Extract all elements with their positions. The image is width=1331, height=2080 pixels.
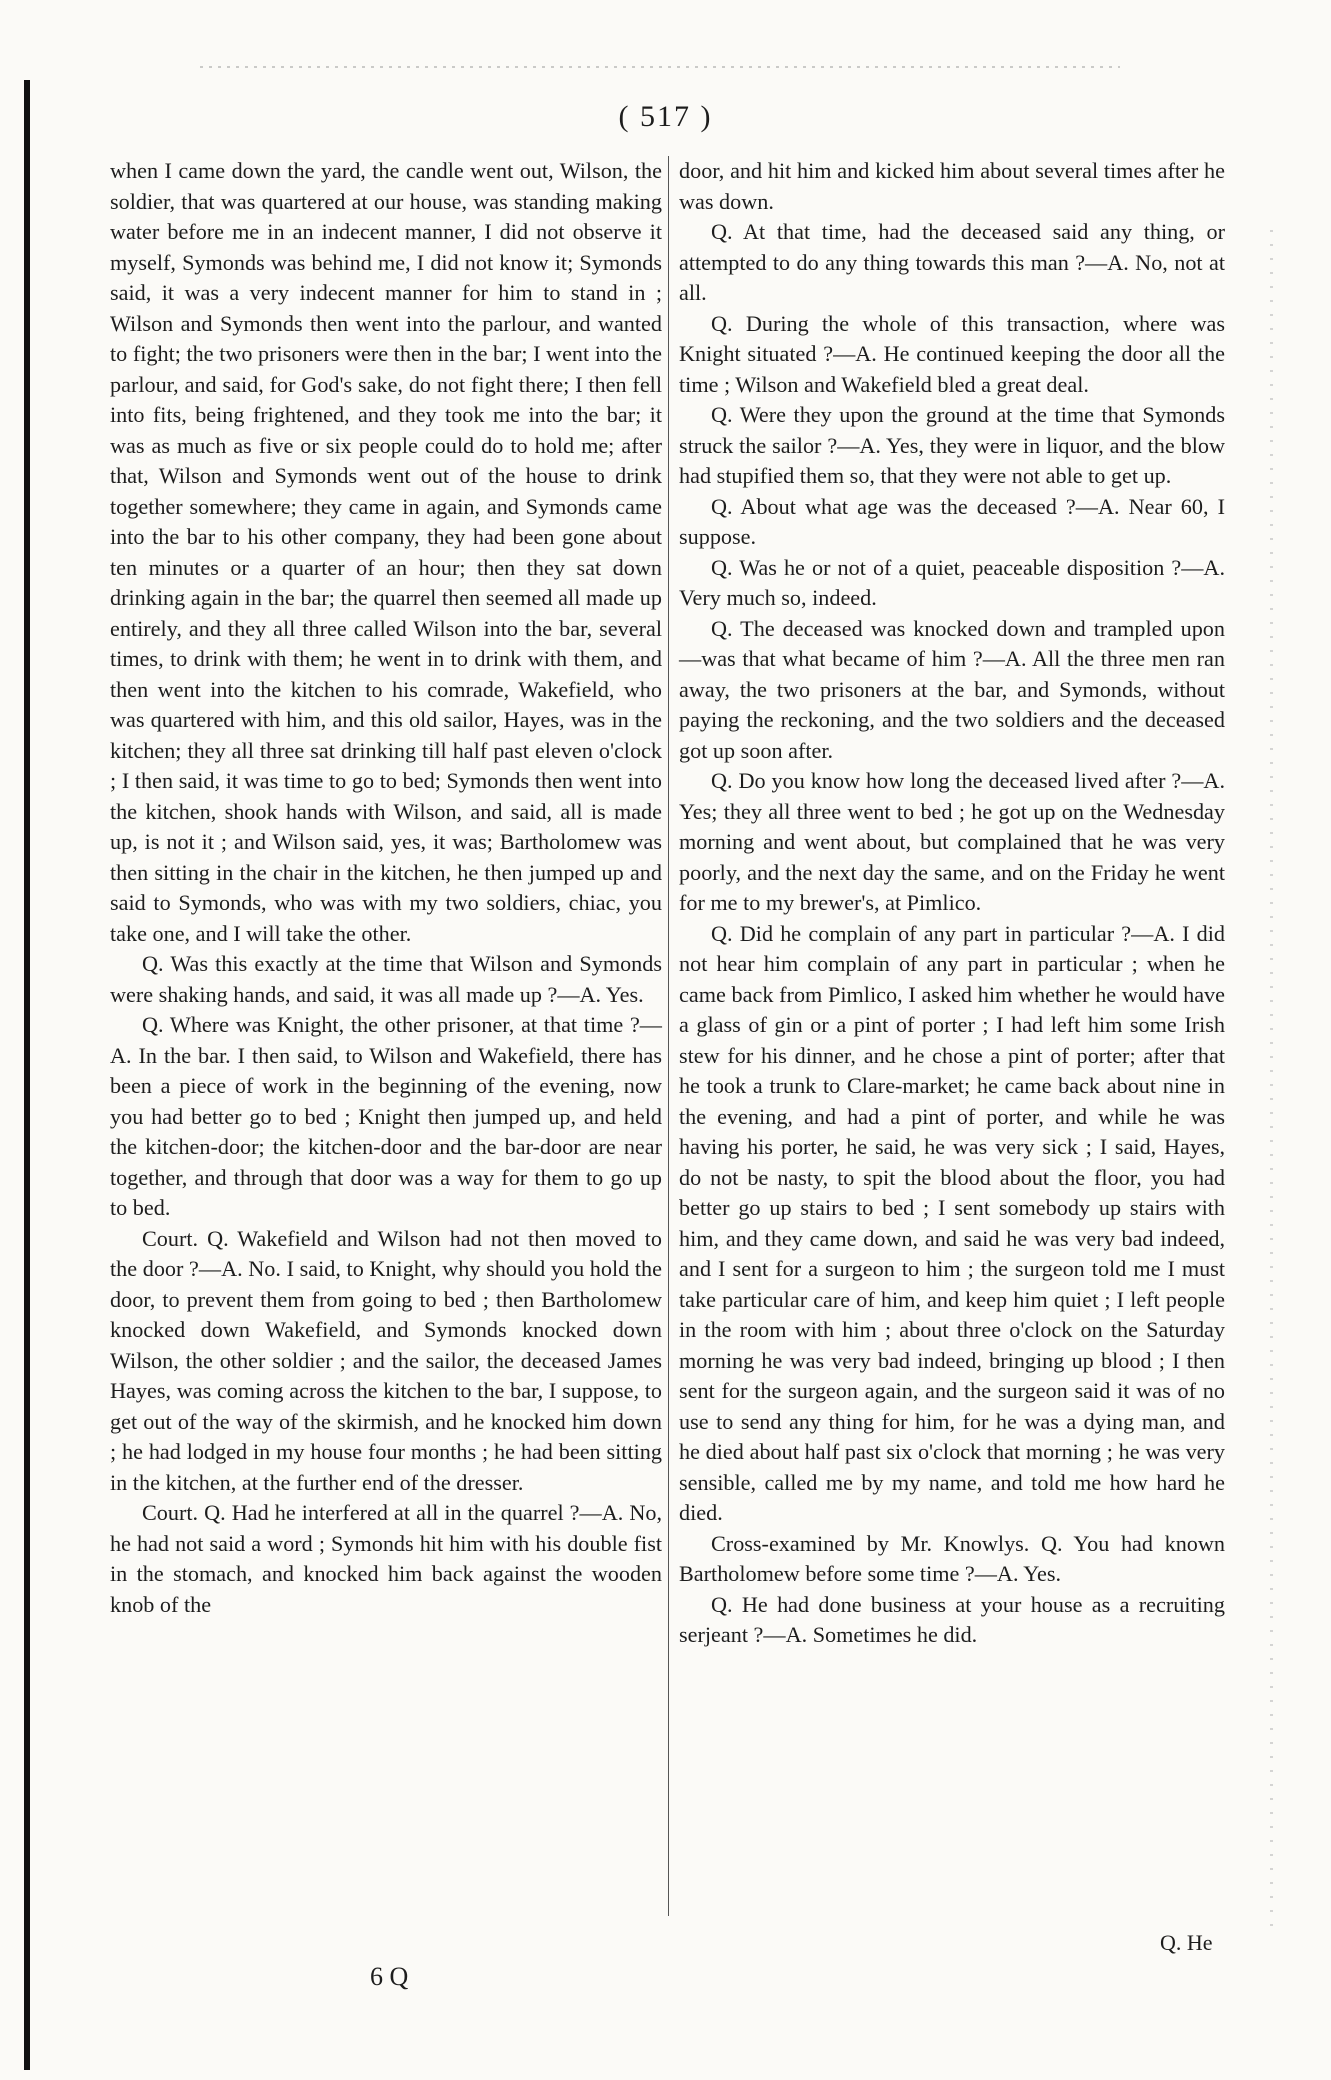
paragraph: when I came down the yard, the candle went out, Wilson, the soldier, that was quartered at our house, was standing making water before me in an indecent manner, I did not observe it myself, Symonds was behind me, I did not know it; Symonds said, it was a very indecent manner for him to stand in ; Wilson and Symonds then went into the parlour, and wanted to fight; the two prisoners were then in the bar; I went into the parlour, and said, for God's sake, do not fight there; I then fell into fits, being frightened, and they took me into the bar; it was as much as five or six people could do to hold me; after that, Wilson and Symonds went out of the house to drink together somewhere; they came in again, and Symonds came into the bar to his other company, they had been gone about ten minutes or a quarter of an hour; then they sat down drinking again in the bar; the quarrel then seemed all made up entirely, and they all three called Wilson into the bar, several times, to drink with them; he went in to drink with them, and then went into the kitchen to his comrade, Wakefield, who was quartered with him, and this old sailor, Hayes, was in the kitchen; they all three sat drinking till half past eleven o'clock ; I then said, it was time to go to bed; Symonds then went into the kitchen, shook hands with Wilson, and said, all is made up, is not it ; and Wilson said, yes, it was; Bartholomew was then sitting in the chair in the kitchen, he then jumped up and said to Symonds, who was with my two soldiers, chiac, you take one, and I will take the other. — [110, 158, 662, 946]
margin-binding-rule — [24, 80, 30, 2070]
paragraph: Court. Q. Wakefield and Wilson had not then moved to the door ?—A. No. I said, to Knight, why should you hold the door, to prevent them from going to bed ; then Bartholomew knocked down Wakefield, and Symonds knocked down Wilson, the other soldier ; and the sailor, the deceased James Hayes, was coming across the kitchen to the bar, I suppose, to get out of the way of the skirmish, and he knocked him down ; he had lodged in my house four months ; he had been sitting in the kitchen, at the further end of the dresser. — [110, 1225, 662, 1495]
signature-mark: 6 Q — [370, 1962, 409, 1991]
paragraph: Q. Was this exactly at the time that Wilson and Symonds were shaking hands, and said, it was all made up ?—A. Yes. — [110, 951, 662, 1007]
paragraph: Q. Did he complain of any part in particular ?—A. I did not hear him complain of any part in particular ; when he came back from Pimlico, I asked him whether he would have a glass of gin or a pint of porter ; I had left him some Irish stew for his dinner, and he chose a pint of porter; after that he took a trunk to Clare-market; he came back about nine in the evening, and had a pint of porter, and while he was having his porter, he said, he was very sick ; I said, Hayes, do not be nasty, to spit the blood about the floor, you had better go up stairs to bed ; I sent somebody up stairs with him, and they came down, and said he was very bad indeed, and I sent for a surgeon to him ; the surgeon told me I must take particular care of him, and keep him quiet ; I left people in the room with him ; about three o'clock on the Saturday morning he was very bad indeed, bringing up blood ; I then sent for the surgeon again, and the surgeon said it was of no use to send any thing for him, for he was a dying man, and he died about half past six o'clock that morning ; he was very sensible, called me by my name, and told me how hard he died. — [679, 920, 1225, 1525]
page-number: ( 517 ) — [618, 100, 713, 133]
paragraph: Q. Were they upon the ground at the time that Symonds struck the sailor ?—A. Yes, they were in liquor, and the blow had stupified them so, that they were not able to get up. — [679, 402, 1225, 488]
paragraph: Cross-examined by Mr. Knowlys. Q. You had known Bartholomew before some time ?—A. Yes. — [679, 1530, 1225, 1586]
paragraph: Q. Do you know how long the deceased lived after ?—A. Yes; they all three went to bed ; he got up on the Wednesday morning and went about, but complained that he was very poorly, and the next day the same, and on the Friday he went for me to my brewer's, at Pimlico. — [679, 768, 1225, 915]
column-divider — [668, 156, 669, 1916]
paragraph: Q. He had done business at your house as a recruiting serjeant ?—A. Sometimes he did. — [679, 1591, 1225, 1647]
left-column — [110, 156, 662, 1620]
paragraph: Q. The deceased was knocked down and trampled upon—was that what became of him ?—A. All the three men ran away, the two prisoners at the bar, and Symonds, without paying the reckoning, and the two soldiers and the deceased got up soon after. — [679, 615, 1225, 763]
right-column — [679, 156, 1225, 1651]
paragraph: Court. Q. Had he interfered at all in the quarrel ?—A. No, he had not said a word ; Symonds hit him with his double fist in the stomach, and knocked him back against the wooden knob of the — [110, 1500, 662, 1617]
catchword: Q. He — [1160, 1930, 1213, 1955]
paragraph: Q. During the whole of this transaction, where was Knight situated ?—A. He continued keeping the door all the time ; Wilson and Wakefield bled a great deal. — [679, 310, 1225, 397]
paragraph: door, and hit him and kicked him about several times after he was down. — [679, 158, 1225, 214]
paragraph: Q. Was he or not of a quiet, peaceable disposition ?—A. Very much so, indeed. — [679, 554, 1225, 610]
paragraph: Q. Where was Knight, the other prisoner, at that time ?—A. In the bar. I then said, to Wilson and Wakefield, there has been a piece of work in the beginning of the evening, now you had better go to bed ; Knight then jumped up, and held the kitchen-door; the kitchen-door and the bar-door are near together, and through that door was a way for them to go up to bed. — [110, 1012, 662, 1220]
paragraph: Q. About what age was the deceased ?—A. Near 60, I suppose. — [679, 493, 1225, 549]
scan-edge-noise — [1270, 230, 1273, 1930]
scan-noise-line — [200, 66, 1120, 68]
paragraph: Q. At that time, had the deceased said any thing, or attempted to do any thing towards this man ?—A. No, not at all. — [679, 219, 1225, 305]
